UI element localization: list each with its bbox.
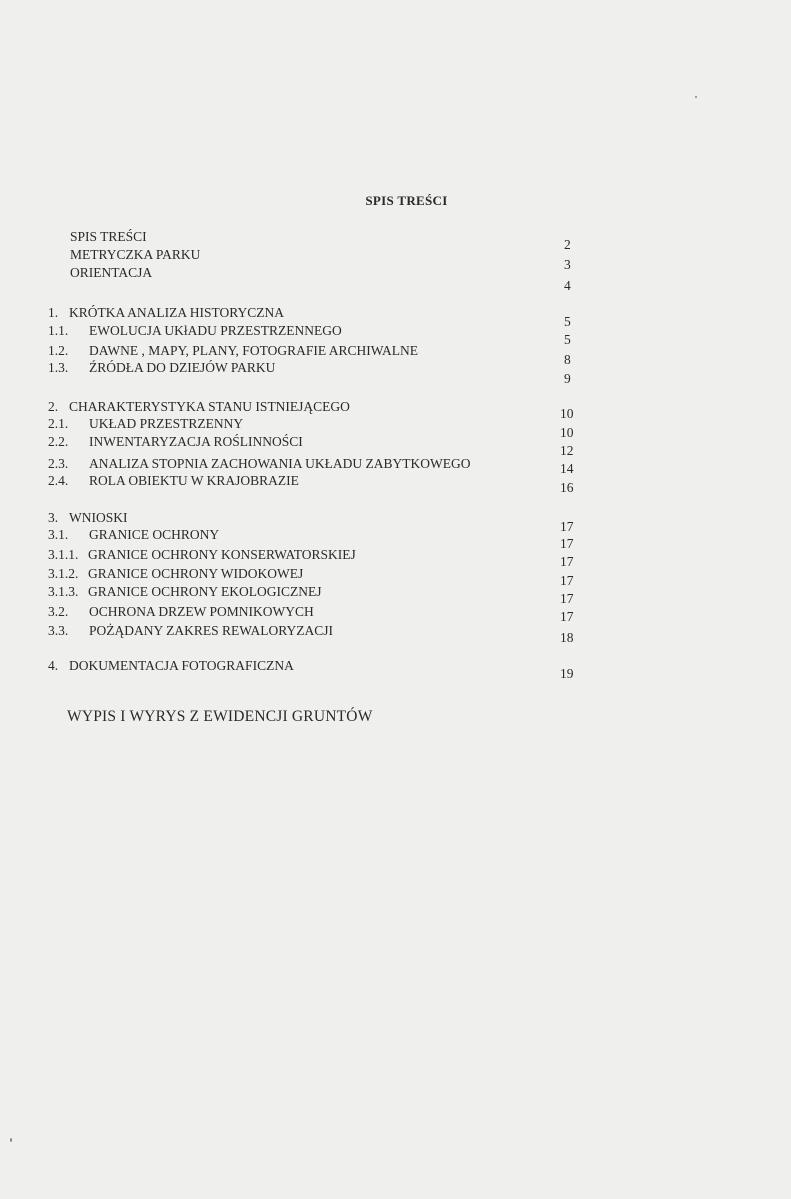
toc-entry-label: GRANICE OCHRONY KONSERWATORSKIEJ xyxy=(88,547,356,562)
toc-entry-number: 3.3. xyxy=(48,623,69,638)
toc-entry-label: GRANICE OCHRONY WIDOKOWEJ xyxy=(88,566,304,581)
toc-entry-label: SPIS TREŚCI xyxy=(70,229,147,244)
toc-entry xyxy=(0,604,791,624)
paper-speck xyxy=(695,96,697,98)
toc-entry-number: 2.4. xyxy=(48,473,69,488)
toc-entry-page-number: 19 xyxy=(560,666,574,681)
toc-entry-page-number: 10 xyxy=(560,425,574,440)
toc-entry-page-number: 17 xyxy=(560,554,574,569)
toc-entry-number: 3.1.3. xyxy=(48,584,79,599)
toc-entry xyxy=(0,323,791,347)
page-title: SPIS TREŚCI xyxy=(365,193,448,208)
toc-entry-number: 1.3. xyxy=(48,360,69,375)
toc-entry-number: 2.1. xyxy=(48,416,69,431)
toc-entry xyxy=(0,229,791,252)
toc-entry-page-number: 12 xyxy=(560,443,574,458)
toc-entry xyxy=(0,527,791,551)
toc-entry-number: 3. xyxy=(48,510,59,525)
toc-entry-page-number: 10 xyxy=(560,406,574,421)
toc-entry xyxy=(0,473,791,495)
toc-entry-number: 3.2. xyxy=(48,604,69,619)
toc-entry xyxy=(0,343,791,367)
toc-entry-page-number: 18 xyxy=(560,630,574,645)
toc-entry-page-number: 14 xyxy=(560,461,574,476)
toc-entry-number: 4. xyxy=(48,658,59,673)
toc-entry-number: 1.1. xyxy=(48,323,69,338)
toc-entry-page-number: 3 xyxy=(564,257,571,272)
closing-heading: WYPIS I WYRYS Z EWIDENCJI GRUNTÓW xyxy=(67,708,373,725)
toc-entry xyxy=(0,265,791,293)
toc-entry-label: ROLA OBIEKTU W KRAJOBRAZIE xyxy=(89,473,299,488)
paper-speck xyxy=(10,1138,12,1142)
toc-entry-label: ANALIZA STOPNIA ZACHOWANIA UKŁADU ZABYTKOWEGO xyxy=(89,456,471,471)
toc-entry-label: ORIENTACJA xyxy=(70,265,153,280)
toc-entry-page-number: 16 xyxy=(560,480,574,495)
toc-entry-page-number: 17 xyxy=(560,536,574,551)
toc-entry-page-number: 17 xyxy=(560,591,574,606)
toc-entry xyxy=(0,623,791,645)
toc-entry-label: INWENTARYZACJA ROŚLINNOŚCI xyxy=(89,434,303,449)
toc-entry-label: POŻĄDANY ZAKRES REWALORYZACJI xyxy=(89,623,334,638)
toc-entry xyxy=(0,584,791,606)
toc-entry-page-number: 5 xyxy=(564,332,571,347)
toc-entry-number: 2.2. xyxy=(48,434,69,449)
toc-entry-label: KRÓTKA ANALIZA HISTORYCZNA xyxy=(69,305,285,320)
toc-entry-number: 3.1.1. xyxy=(48,547,79,562)
toc-entry-page-number: 9 xyxy=(564,371,571,386)
toc-entry-label: METRYCZKA PARKU xyxy=(70,247,201,262)
toc-entry xyxy=(0,547,791,569)
toc-entry-number: 3.1. xyxy=(48,527,69,542)
toc-entry-label: OCHRONA DRZEW POMNIKOWYCH xyxy=(89,604,314,619)
toc-entry xyxy=(0,247,791,272)
toc-entry-label: CHARAKTERYSTYKA STANU ISTNIEJĄCEGO xyxy=(69,399,350,414)
toc-entry-number: 2.3. xyxy=(48,456,69,471)
toc-entry-label: GRANICE OCHRONY EKOLOGICZNEJ xyxy=(88,584,322,599)
toc-entry-number: 1. xyxy=(48,305,59,320)
toc-entry xyxy=(0,416,791,440)
toc-entry-page-number: 17 xyxy=(560,609,574,624)
toc-entry xyxy=(0,456,791,476)
toc-entry xyxy=(0,658,791,681)
toc-entry-page-number: 8 xyxy=(564,352,571,367)
toc-entry-label: EWOLUCJA UKłADU PRZESTRZENNEGO xyxy=(89,323,342,338)
toc-entry-number: 1.2. xyxy=(48,343,69,358)
toc-entry-label: DOKUMENTACJA FOTOGRAFICZNA xyxy=(69,658,294,673)
toc-entry-number: 3.1.2. xyxy=(48,566,79,581)
toc-entry-label: WNIOSKI xyxy=(69,510,128,525)
toc-entry xyxy=(0,360,791,386)
toc-entry-label: ŹRÓDŁA DO DZIEJÓW PARKU xyxy=(89,360,276,375)
toc-entry-page-number: 5 xyxy=(564,314,571,329)
toc-entry xyxy=(0,566,791,588)
toc-entry xyxy=(0,305,791,329)
toc-entry xyxy=(0,510,791,534)
toc-entry-page-number: 4 xyxy=(564,278,571,293)
toc-entry-label: DAWNE , MAPY, PLANY, FOTOGRAFIE ARCHIWALNE xyxy=(89,343,418,358)
toc-entry xyxy=(0,399,791,421)
toc-entry-number: 2. xyxy=(48,399,59,414)
toc-entry-label: GRANICE OCHRONY xyxy=(89,527,220,542)
toc-entry-page-number: 17 xyxy=(560,519,574,534)
toc-entry-page-number: 17 xyxy=(560,573,574,588)
toc-entry-page-number: 2 xyxy=(564,237,571,252)
toc-entry xyxy=(0,434,791,458)
toc-entry-label: UKŁAD PRZESTRZENNY xyxy=(89,416,244,431)
